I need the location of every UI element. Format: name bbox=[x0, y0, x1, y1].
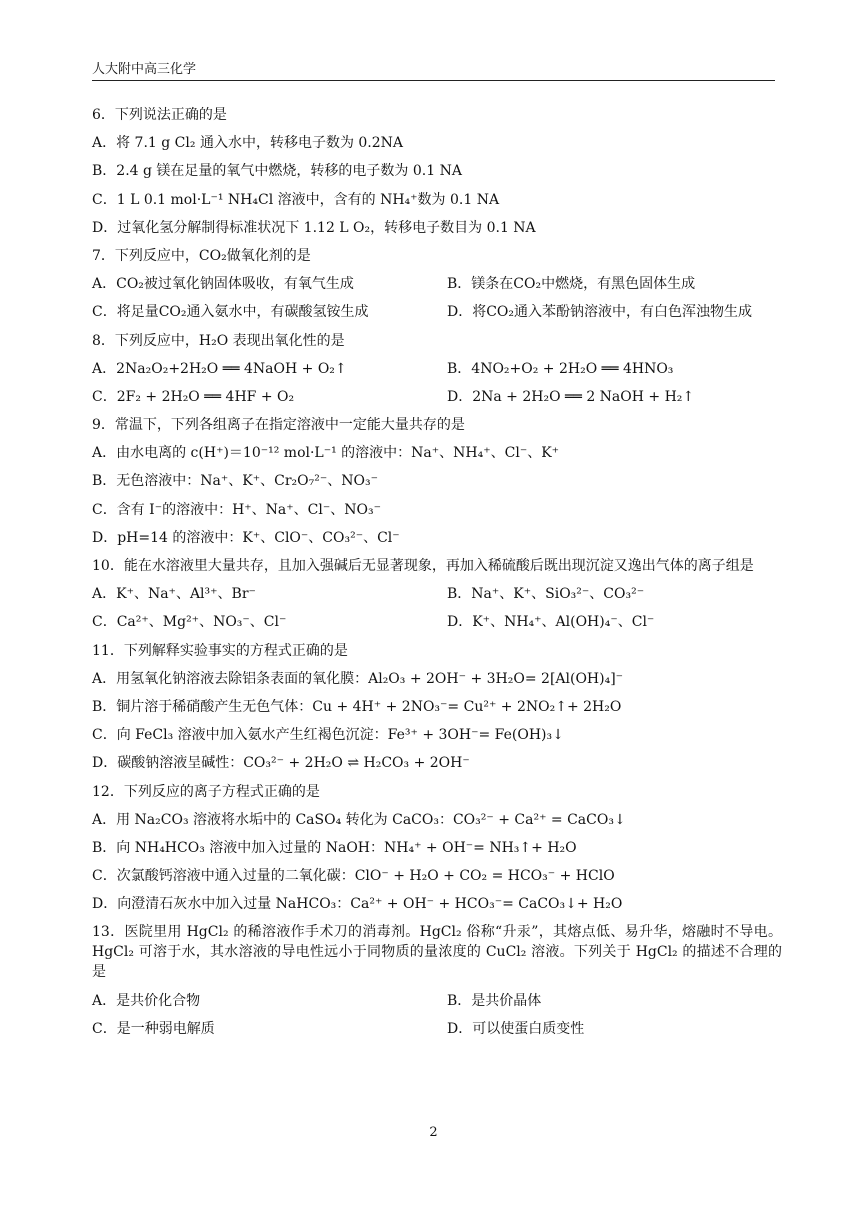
question-13-option-c: C．是一种弱电解质 bbox=[92, 1020, 215, 1037]
question-8-option-b: B．4NO₂+O₂ + 2H₂O ══ 4HNO₃ bbox=[447, 360, 674, 377]
question-8-row-cd bbox=[92, 387, 782, 407]
question-8-option-c: C．2F₂ + 2H₂O ══ 4HF + O₂ bbox=[92, 388, 295, 405]
question-list bbox=[92, 105, 782, 1047]
question-13-row-ab bbox=[92, 991, 782, 1011]
question-12-option-a: A．用 Na₂CO₃ 溶液将水垢中的 CaSO₄ 转化为 CaCO₃：CO₃²⁻ + Ca²⁺ = CaCO₃↓ bbox=[92, 811, 626, 828]
question-7-row-ab bbox=[92, 274, 782, 294]
question-6-option-a: A．将 7.1 g Cl₂ 通入水中，转移电子数为 0.2NA bbox=[92, 135, 404, 152]
question-9-option-a: A．由水电离的 c(H⁺)＝10⁻¹² mol·L⁻¹ 的溶液中：Na⁺、NH₄⁺、Cl⁻、K⁺ bbox=[92, 445, 560, 462]
question-13-option-a: A．是共价化合物 bbox=[92, 992, 201, 1009]
question-11-option-a: A．用氢氧化钠溶液去除铝条表面的氧化膜：Al₂O₃ + 2OH⁻ + 3H₂O= 2[Al(OH)₄]⁻ bbox=[92, 670, 624, 687]
question-10-row-cd bbox=[92, 612, 782, 632]
question-6-option-c: C．1 L 0.1 mol·L⁻¹ NH₄Cl 溶液中，含有的 NH₄⁺数为 0.1 NA bbox=[92, 191, 500, 208]
question-7-option-a: A．CO₂被过氧化钠固体吸收，有氧气生成 bbox=[92, 276, 354, 293]
question-10-option-d: D．K⁺、NH₄⁺、Al(OH)₄⁻、Cl⁻ bbox=[447, 614, 655, 631]
question-12-option-c: C．次氯酸钙溶液中通入过量的二氧化碳：ClO⁻ + H₂O + CO₂ = HCO₃⁻ + HClO bbox=[92, 868, 615, 885]
question-7-option-c: C．将足量CO₂通入氨水中，有碳酸氢铵生成 bbox=[92, 304, 369, 321]
question-9-option-d: D．pH=14 的溶液中：K⁺、ClO⁻、CO₃²⁻、Cl⁻ bbox=[92, 529, 400, 546]
question-12-option-d: D．向澄清石灰水中加入过量 NaHCO₃：Ca²⁺ + OH⁻ + HCO₃⁻= CaCO₃↓+ H₂O bbox=[92, 896, 623, 913]
question-10-option-b: B．Na⁺、K⁺、SiO₃²⁻、CO₃²⁻ bbox=[447, 586, 645, 603]
question-8-stem: 8．下列反应中，H₂O 表现出氧化性的是 bbox=[92, 332, 345, 349]
question-13-row-cd bbox=[92, 1019, 782, 1039]
question-10-option-a: A．K⁺、Na⁺、Al³⁺、Br⁻ bbox=[92, 586, 256, 603]
question-13-option-d: D．可以使蛋白质变性 bbox=[447, 1020, 585, 1037]
question-11-option-d: D．碳酸钠溶液呈碱性：CO₃²⁻ + 2H₂O ⇌ H₂CO₃ + 2OH⁻ bbox=[92, 755, 470, 772]
question-6-option-d: D．过氧化氢分解制得标准状况下 1.12 L O₂，转移电子数目为 0.1 NA bbox=[92, 219, 536, 236]
question-9-option-b: B．无色溶液中：Na⁺、K⁺、Cr₂O₇²⁻、NO₃⁻ bbox=[92, 473, 378, 490]
question-13-option-b: B．是共价晶体 bbox=[447, 992, 542, 1009]
question-11-option-c: C．向 FeCl₃ 溶液中加入氨水产生红褐色沉淀：Fe³⁺ + 3OH⁻= Fe(OH)₃↓ bbox=[92, 727, 564, 744]
question-12-stem: 12．下列反应的离子方程式正确的是 bbox=[92, 783, 320, 800]
question-7-option-d: D．将CO₂通入苯酚钠溶液中，有白色浑浊物生成 bbox=[447, 304, 753, 321]
question-12-option-b: B．向 NH₄HCO₃ 溶液中加入过量的 NaOH：NH₄⁺ + OH⁻= NH₃↑+ H₂O bbox=[92, 839, 577, 856]
question-11-stem: 11．下列解释实验事实的方程式正确的是 bbox=[92, 642, 348, 659]
question-7-stem: 7．下列反应中，CO₂做氧化剂的是 bbox=[92, 247, 311, 264]
question-10-row-ab bbox=[92, 584, 782, 604]
question-7-row-cd bbox=[92, 302, 782, 322]
question-10-stem: 10．能在水溶液里大量共存，且加入强碱后无显著现象，再加入稀硫酸后既出现沉淀又逸出气体的离子组是 bbox=[92, 558, 754, 574]
page-header bbox=[92, 58, 775, 81]
question-13-stem: 13．医院里用 HgCl₂ 的稀溶液作手术刀的消毒剂。HgCl₂ 俗称“升汞”，其熔点低、易升华，熔融时不导电。HgCl₂ 可溶于水，其水溶液的导电性远小于同物质的量浓度的 CuCl₂ 溶液。下列关于 HgCl₂ 的描述不合理的是 bbox=[92, 924, 782, 981]
question-9-stem: 9．常温下，下列各组离子在指定溶液中一定能大量共存的是 bbox=[92, 417, 465, 434]
question-8-option-d: D．2Na + 2H₂O ══ 2 NaOH + H₂↑ bbox=[447, 388, 695, 405]
question-8-row-ab bbox=[92, 359, 782, 379]
question-6-option-b: B．2.4 g 镁在足量的氧气中燃烧，转移的电子数为 0.1 NA bbox=[92, 163, 462, 180]
page-number: 2 bbox=[429, 1125, 438, 1140]
question-7-option-b: B．镁条在CO₂中燃烧，有黑色固体生成 bbox=[447, 276, 696, 293]
question-11-option-b: B．铜片溶于稀硝酸产生无色气体：Cu + 4H⁺ + 2NO₃⁻= Cu²⁺ + 2NO₂↑+ 2H₂O bbox=[92, 698, 622, 715]
question-10-option-c: C．Ca²⁺、Mg²⁺、NO₃⁻、Cl⁻ bbox=[92, 614, 287, 631]
question-9-option-c: C．含有 I⁻的溶液中：H⁺、Na⁺、Cl⁻、NO₃⁻ bbox=[92, 501, 381, 518]
question-8-option-a: A．2Na₂O₂+2H₂O ══ 4NaOH + O₂↑ bbox=[92, 360, 347, 377]
header-title: 人大附中高三化学 bbox=[92, 62, 197, 77]
question-6-stem: 6．下列说法正确的是 bbox=[92, 107, 227, 123]
